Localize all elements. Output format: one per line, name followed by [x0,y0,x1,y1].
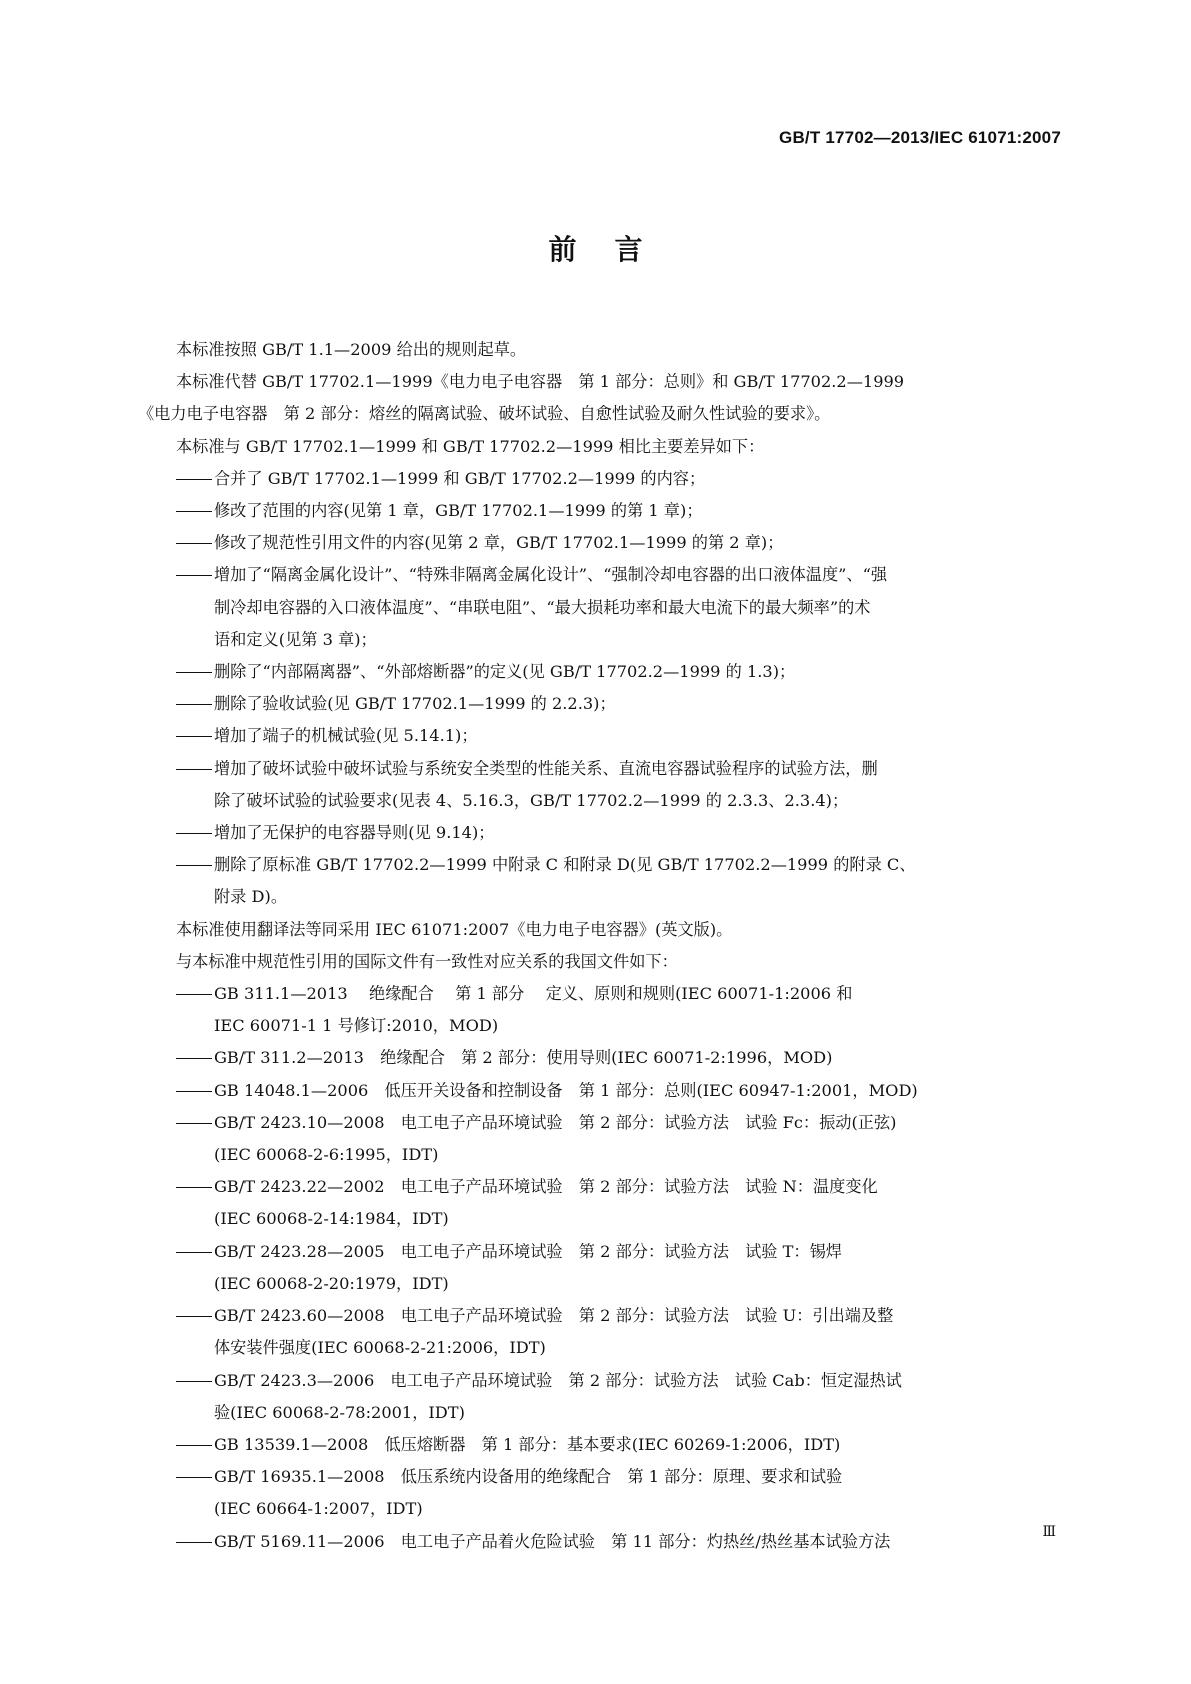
dash-bullet-icon [176,463,214,495]
list-item-line: GB/T 311.2—2013 绝缘配合 第 2 部分：使用导则(IEC 60071-2:1996，MOD) [214,1048,833,1068]
list-item [138,656,1062,688]
list-item-line: GB 311.1—2013 绝缘配合 第 1 部分 定义、原则和规则(IEC 60071-1:2006 和 [214,984,853,1004]
list-item [138,1171,1062,1235]
list-item-line: IEC 60071-1 1 号修订:2010，MOD) [214,1016,499,1036]
dash-bullet-icon [176,1075,214,1107]
dash-bullet-icon [176,1429,214,1461]
dash-bullet-icon [176,1236,214,1268]
list-item-line: (IEC 60068-2-6:1995，IDT) [214,1145,439,1165]
dash-bullet-icon [176,1365,214,1397]
list-item-line: GB/T 2423.10—2008 电工电子产品环境试验 第 2 部分：试验方法 试验 Fc：振动(正弦) [214,1112,897,1132]
list-item [138,495,1062,527]
dash-bullet-icon [176,720,214,752]
references-list [138,978,1062,1558]
list-item [138,978,1062,1042]
list-item-line: GB/T 2423.22—2002 电工电子产品环境试验 第 2 部分：试验方法 试验 N：温度变化 [214,1177,878,1197]
list-item [138,463,1062,495]
list-item-line: 增加了无保护的电容器导则(见 9.14)； [214,823,495,843]
differences-intro-paragraph: 本标准与 GB/T 17702.1—1999 和 GB/T 17702.2—1999 相比主要差异如下： [176,436,765,456]
list-item-line: GB/T 2423.60—2008 电工电子产品环境试验 第 2 部分：试验方法 试验 U：引出端及整 [214,1306,894,1326]
list-item-line: GB/T 2423.3—2006 电工电子产品环境试验 第 2 部分：试验方法 试验 Cab：恒定湿热试 [214,1370,902,1390]
list-item [138,559,1062,656]
list-item-line: (IEC 60664-1:2007，IDT) [214,1499,423,1519]
references-intro-paragraph: 与本标准中规范性引用的国际文件有一致性对应关系的我国文件如下： [176,951,678,971]
list-item [138,1526,1062,1558]
list-item [138,1461,1062,1525]
list-item-line: 增加了端子的机械试验(见 5.14.1)； [214,726,478,746]
list-item-line: 删除了验收试验(见 GB/T 17702.1—1999 的 2.2.3)； [214,694,616,714]
list-item [138,849,1062,913]
list-item-line: 合并了 GB/T 17702.1—1999 和 GB/T 17702.2—1999 的内容； [214,468,706,488]
list-item-line: 体安装件强度(IEC 60068-2-21:2006，IDT) [214,1338,546,1358]
dash-bullet-icon [176,849,214,881]
list-item [138,817,1062,849]
dash-bullet-icon [176,1526,214,1558]
replacement-paragraph [138,366,1062,430]
page-number: Ⅲ [1042,1524,1056,1540]
list-item-line: 增加了破坏试验中破坏试验与系统安全类型的性能关系、直流电容器试验程序的试验方法，删 [214,758,878,778]
dash-bullet-icon [176,1461,214,1493]
list-item [138,1236,1062,1300]
dash-bullet-icon [176,688,214,720]
changes-list [138,463,1062,914]
foreword-body [138,334,1062,1558]
dash-bullet-icon [176,753,214,785]
paragraph-line: 本标准代替 GB/T 17702.1—1999《电力电子电容器 第 1 部分：总则》和 GB/T 17702.2—1999 [176,372,905,392]
dash-bullet-icon [176,1300,214,1332]
dash-bullet-icon [176,495,214,527]
list-item [138,1429,1062,1461]
list-item-line: GB 13539.1—2008 低压熔断器 第 1 部分：基本要求(IEC 60269-1:2006，IDT) [214,1434,841,1454]
dash-bullet-icon [176,527,214,559]
list-item-line: 验(IEC 60068-2-78:2001，IDT) [214,1402,465,1422]
standard-number-header: GB/T 17702—2013/IEC 61071:2007 [779,128,1061,147]
dash-bullet-icon [176,1042,214,1074]
list-item-line: GB/T 5169.11—2006 电工电子产品着火危险试验 第 11 部分：灼热丝/热丝基本试验方法 [214,1531,891,1551]
list-item [138,1365,1062,1429]
paragraph-line: 《电力电子电容器 第 2 部分：熔丝的隔离试验、破坏试验、自愈性试验及耐久性试验的要求》。 [138,404,831,424]
list-item [138,753,1062,817]
dash-bullet-icon [176,1107,214,1139]
list-item [138,688,1062,720]
list-item-line: 增加了“隔离金属化设计”、“特殊非隔离金属化设计”、“强制冷却电容器的出口液体温度”、“强 [214,565,888,585]
list-item-line: 修改了范围的内容(见第 1 章，GB/T 17702.1—1999 的第 1 章)； [214,501,703,521]
dash-bullet-icon [176,656,214,688]
list-item-line: (IEC 60068-2-20:1979，IDT) [214,1273,449,1293]
list-item-line: GB 14048.1—2006 低压开关设备和控制设备 第 1 部分：总则(IEC 60947-1:2001，MOD) [214,1080,918,1100]
list-item-line: GB/T 16935.1—2008 低压系统内设备用的绝缘配合 第 1 部分：原理、要求和试验 [214,1467,843,1487]
list-item-line: 制冷却电容器的入口液体温度”、“串联电阻”、“最大损耗功率和最大电流下的最大频率”的术 [214,597,871,617]
list-item [138,720,1062,752]
dash-bullet-icon [176,559,214,591]
list-item [138,527,1062,559]
list-item [138,1042,1062,1074]
list-item-line: (IEC 60068-2-14:1984，IDT) [214,1209,449,1229]
list-item-line: 删除了原标准 GB/T 17702.2—1999 中附录 C 和附录 D(见 GB/T 17702.2—1999 的附录 C、 [214,855,916,875]
list-item-line: 修改了规范性引用文件的内容(见第 2 章，GB/T 17702.1—1999 的第 2 章)； [214,533,784,553]
page-title: 前言 [548,233,681,266]
list-item [138,1107,1062,1171]
list-item-line: 语和定义(见第 3 章)； [214,629,377,649]
list-item-line: GB/T 2423.28—2005 电工电子产品环境试验 第 2 部分：试验方法 试验 T：锡焊 [214,1241,842,1261]
list-item [138,1300,1062,1364]
list-item-line: 删除了“内部隔离器”、“外部熔断器”的定义(见 GB/T 17702.2—1999 的 1.3)； [214,662,796,682]
adoption-paragraph: 本标准使用翻译法等同采用 IEC 61071:2007《电力电子电容器》(英文版)。 [176,919,733,939]
dash-bullet-icon [176,978,214,1010]
dash-bullet-icon [176,1171,214,1203]
drafting-rule-paragraph: 本标准按照 GB/T 1.1—2009 给出的规则起草。 [176,340,527,359]
list-item-line: 附录 D)。 [214,887,288,907]
list-item [138,1075,1062,1107]
dash-bullet-icon [176,817,214,849]
list-item-line: 除了破坏试验的试验要求(见表 4、5.16.3，GB/T 17702.2—1999 的 2.3.3、2.3.4)； [214,790,849,810]
